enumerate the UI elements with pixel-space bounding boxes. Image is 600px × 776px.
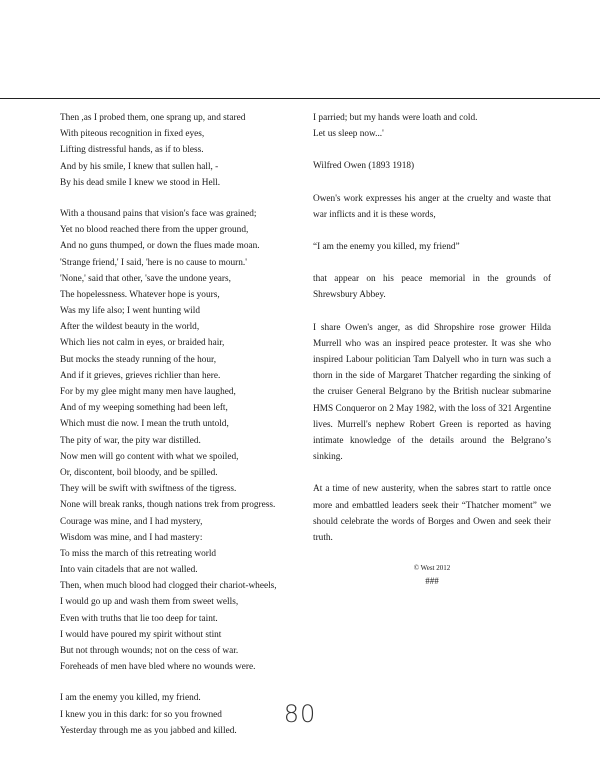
poem-line: Then ,as I probed them, one sprang up, and stared	[60, 113, 246, 123]
poem-line: They will be swift with swiftness of the tigress.	[60, 484, 237, 495]
paragraph-owen: Owen's work expresses his anger at the cruelty and waste that war inflicts and it is these words,	[313, 193, 551, 220]
poem-line: 'Strange friend,' I said, 'here is no cause to mourn.'	[60, 257, 247, 268]
poem-line: By his dead smile I knew we stood in Hell.	[60, 177, 221, 188]
poem-line: Into vain citadels that are not walled.	[60, 565, 198, 576]
poem-line: I knew you in this dark: for so you frowned	[60, 709, 222, 720]
paragraph-austerity: At a time of new austerity, when the sabres start to rattle once more and embattled leaders seek their “Thatcher moment” we should celebrate the words of Borges and Owen and seek their truth.	[313, 484, 551, 544]
poem-line: With a thousand pains that vision's face was grained;	[60, 208, 257, 219]
poem-line: Was my life also; I went hunting wild	[60, 306, 200, 317]
poem-continuation	[313, 110, 551, 142]
poem-line: Or, discontent, boil bloody, and be spilled.	[60, 467, 218, 478]
poem-line: And if it grieves, grieves richlier than here.	[60, 370, 221, 381]
poem-line: Yesterday through me as you jabbed and killed.	[60, 725, 237, 736]
poem-line: Let us sleep now...'	[313, 129, 384, 140]
poem-line: Foreheads of men have bled where no wounds were.	[60, 662, 256, 673]
poem-stanza-2	[60, 206, 310, 675]
poem-line: Wisdom was mine, and I had mastery:	[60, 532, 203, 543]
poem-line: Which must die now. I mean the truth untold,	[60, 419, 229, 430]
poem-line: And by his smile, I knew that sullen hall, -	[60, 161, 219, 172]
quote: “I am the enemy you killed, my friend”	[313, 242, 460, 253]
poem-line: Courage was mine, and I had mystery,	[60, 516, 203, 527]
poem-line: And of my weeping something had been left,	[60, 403, 228, 414]
poem-line: I would go up and wash them from sweet wells,	[60, 597, 239, 608]
poem-line: And no guns thumped, or down the flues made moan.	[60, 241, 260, 252]
poem-line: To miss the march of this retreating world	[60, 548, 217, 559]
poem-line: But not through wounds; not on the cess of war.	[60, 646, 239, 656]
poem-line: Yet no blood reached there from the upper ground,	[60, 225, 249, 236]
poem-line: 'None,' said that other, 'save the undone years,	[60, 273, 231, 284]
page-number: 80	[283, 700, 317, 728]
paragraph-murrell: I share Owen's anger, as did Shropshire rose grower Hilda Murrell who was an inspired peace protester. It was she who inspired Labour politician Tam Dalyell who in turn was such a thorn in the side of Margaret Thatcher regarding the sinking of the cruiser General Belgrano by the British nuclear submarine HMS Conqueror on 2 May 1982, with the loss of 321 Argentine lives. Murrell's nephew Robert Green is reported as having intimate knowledge of the details around the Belgrano’s sinking.	[313, 322, 551, 463]
poem-line: I parried; but my hands were loath and cold.	[313, 113, 478, 123]
paragraph-memorial: that appear on his peace memorial in the grounds of Shrewsbury Abbey.	[313, 274, 551, 301]
poem-line: With piteous recognition in fixed eyes,	[60, 129, 205, 140]
poem-line: The hopelessness. Whatever hope is yours,	[60, 289, 220, 300]
poem-line: I would have poured my spirit without stint	[60, 629, 222, 640]
end-mark: ###	[425, 576, 439, 587]
poem-line: After the wildest beauty in the world,	[60, 322, 200, 333]
commentary-column	[313, 110, 551, 604]
poem-line: Even with truths that lie too deep for taint.	[60, 613, 218, 624]
poem-line: I am the enemy you killed, my friend.	[60, 693, 201, 704]
poem-line: None will break ranks, though nations trek from progress.	[60, 500, 276, 511]
attribution: Wilfred Owen (1893 1918)	[313, 161, 415, 172]
poem-column	[60, 110, 310, 754]
copyright: © West 2012	[413, 564, 451, 573]
poem-line: The pity of war, the pity war distilled.	[60, 435, 201, 446]
poem-line: Now men will go content with what we spoiled,	[60, 451, 239, 462]
poem-line: But mocks the steady running of the hour,	[60, 354, 217, 365]
poem-stanza-1	[60, 110, 310, 191]
poem-line: For by my glee might many men have laughed,	[60, 387, 236, 397]
poem-line: Lifting distressful hands, as if to bless.	[60, 145, 204, 156]
top-rule	[0, 98, 600, 99]
poem-line: Then, when much blood had clogged their chariot-wheels,	[60, 581, 277, 592]
poem-line: Which lies not calm in eyes, or braided hair,	[60, 338, 225, 349]
